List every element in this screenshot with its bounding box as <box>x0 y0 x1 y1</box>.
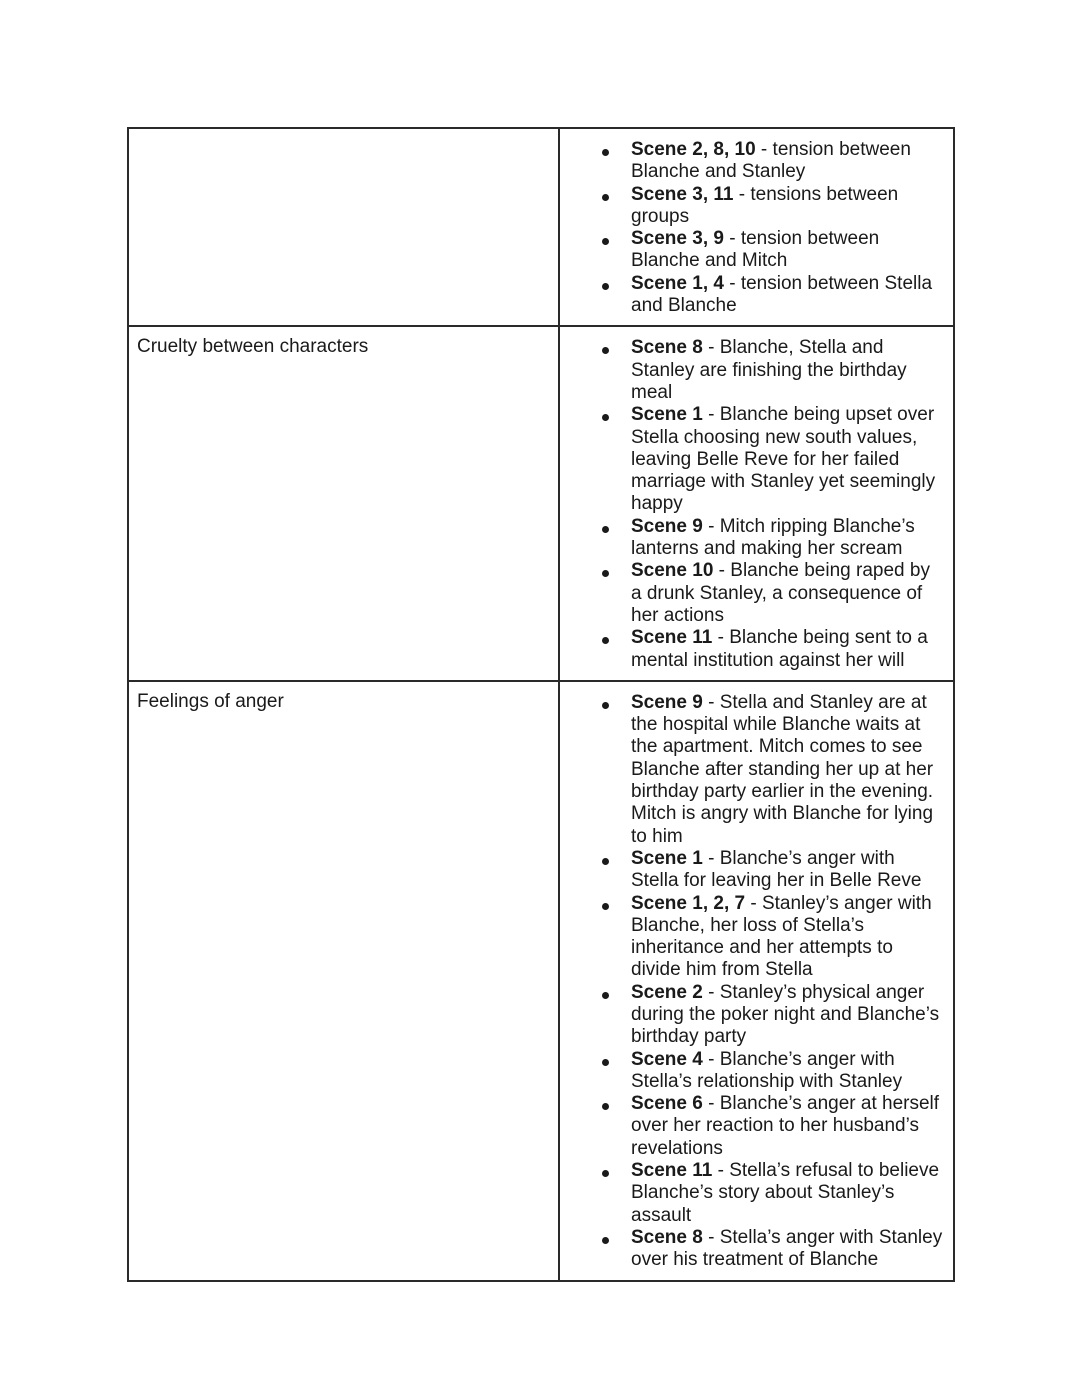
scene-reference: Scene 9 <box>631 691 703 713</box>
scene-reference: Scene 1, 2, 7 <box>631 892 746 914</box>
list-item <box>631 1160 945 1227</box>
bullet-icon <box>602 414 609 421</box>
scene-description: - Blanche’s anger with Stella for leaving her in Belle Reve <box>631 847 922 892</box>
bullet-icon <box>602 283 609 290</box>
scenes-cell <box>559 326 954 680</box>
list-item <box>631 893 945 982</box>
bullet-icon <box>602 637 609 644</box>
scene-description: - Blanche’s anger with Stella’s relationship with Stanley <box>631 1048 903 1092</box>
theme-cell <box>128 326 559 680</box>
list-item <box>631 516 945 561</box>
bullet-icon <box>602 903 609 910</box>
list-item <box>631 1227 945 1272</box>
list-item <box>631 337 945 404</box>
table-row <box>128 681 954 1281</box>
bullet-icon <box>602 1170 609 1177</box>
scene-description: - Blanche’s anger at herself over her reaction to her husband’s revelations <box>631 1093 940 1159</box>
table-body <box>128 128 954 1281</box>
scenes-cell <box>559 128 954 326</box>
scene-reference: Scene 8 <box>631 1226 703 1248</box>
theme-label: Feelings of anger <box>137 690 284 712</box>
bullet-icon <box>602 1103 609 1110</box>
scene-description: - tension between Blanche and Stanley <box>631 139 911 183</box>
list-item <box>631 404 945 515</box>
scene-reference: Scene 2 <box>631 981 703 1003</box>
scene-description: - Stella’s refusal to believe Blanche’s story about Stanley’s assault <box>631 1160 940 1226</box>
bullet-icon <box>602 526 609 533</box>
scene-description: - Blanche, Stella and Stanley are finishing the birthday meal <box>631 337 907 403</box>
scene-reference: Scene 2, 8, 10 <box>631 139 756 160</box>
scene-description: - Stanley’s anger with Blanche, her loss of Stella’s inheritance and her attempts to divide him from Stella <box>631 892 932 981</box>
scene-reference: Scene 9 <box>631 515 703 537</box>
scene-list <box>560 139 945 317</box>
table-row <box>128 128 954 326</box>
list-item <box>631 228 945 273</box>
scene-reference: Scene 1 <box>631 847 703 869</box>
scene-reference: Scene 3, 11 <box>631 183 734 205</box>
scene-reference: Scene 11 <box>631 627 713 649</box>
theme-label: Cruelty between characters <box>137 336 369 358</box>
scene-description: - tensions between groups <box>631 183 899 227</box>
scene-description: - Stella’s anger with Stanley over his treatment of Blanche <box>631 1226 943 1271</box>
scene-description: - Blanche being raped by a drunk Stanley, a consequence of her actions <box>631 560 930 626</box>
list-item <box>631 184 945 229</box>
scene-reference: Scene 8 <box>631 337 703 359</box>
scene-reference: Scene 3, 9 <box>631 228 724 250</box>
list-item <box>631 1093 945 1160</box>
scenes-cell <box>559 681 954 1281</box>
list-item <box>631 627 945 672</box>
scene-list <box>560 337 945 671</box>
scene-reference: Scene 10 <box>631 560 714 582</box>
scene-description: - Mitch ripping Blanche’s lanterns and making her scream <box>631 515 915 560</box>
scene-reference: Scene 4 <box>631 1048 703 1070</box>
list-item <box>631 692 945 848</box>
bullet-icon <box>602 1237 609 1244</box>
list-item <box>631 982 945 1049</box>
scene-description: - Stanley’s physical anger during the poker night and Blanche’s birthday party <box>631 981 940 1048</box>
list-item <box>631 273 945 318</box>
scene-description: - tension between Stella and Blanche <box>631 272 933 317</box>
theme-scene-table <box>127 127 955 1282</box>
scene-reference: Scene 11 <box>631 1160 713 1182</box>
bullet-icon <box>602 347 609 354</box>
scene-description: - tension between Blanche and Mitch <box>631 228 880 272</box>
bullet-icon <box>602 570 609 577</box>
scene-reference: Scene 6 <box>631 1093 703 1115</box>
bullet-icon <box>602 238 609 245</box>
scene-description: - Blanche being sent to a mental institution against her will <box>631 627 928 671</box>
list-item <box>631 848 945 893</box>
bullet-icon <box>602 858 609 865</box>
theme-cell <box>128 681 559 1281</box>
scene-description: - Stella and Stanley are at the hospital while Blanche waits at the apartment. Mitch comes to see Blanche after standing her up at her birthday party earlier in the evening. Mitch is angry with Blanche for lying to him <box>631 691 934 847</box>
list-item <box>631 560 945 627</box>
list-item <box>631 139 945 184</box>
bullet-icon <box>602 702 609 709</box>
scene-reference: Scene 1 <box>631 404 703 426</box>
scene-description: - Blanche being upset over Stella choosing new south values, leaving Belle Reve for her failed marriage with Stanley yet seemingly happy <box>631 404 936 515</box>
bullet-icon <box>602 149 609 156</box>
bullet-icon <box>602 992 609 999</box>
bullet-icon <box>602 194 609 201</box>
theme-cell <box>128 128 559 326</box>
scene-reference: Scene 1, 4 <box>631 272 724 294</box>
scene-list <box>560 692 945 1272</box>
table-row <box>128 326 954 680</box>
bullet-icon <box>602 1059 609 1066</box>
list-item <box>631 1049 945 1094</box>
